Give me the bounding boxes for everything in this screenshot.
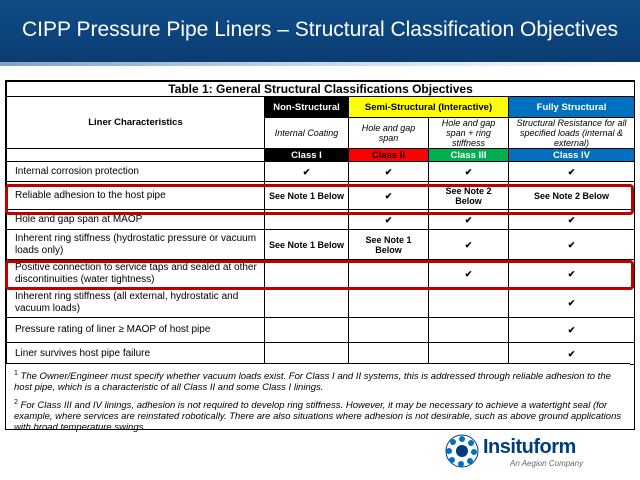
row-label: Reliable adhesion to the host pipe — [7, 182, 265, 210]
row-cell: ✔ — [265, 162, 349, 182]
row-cell: See Note 1 Below — [265, 182, 349, 210]
title-accent-bar — [0, 62, 640, 66]
row-cell: ✔ — [349, 182, 429, 210]
liner-characteristics-header: Liner Characteristics — [7, 97, 265, 149]
blank-header-cell — [7, 149, 265, 162]
row-cell: See Note 2 Below — [509, 182, 635, 210]
row-cell — [349, 288, 429, 318]
row-cell: ✔ — [429, 230, 509, 260]
table-caption: Table 1: General Structural Classifications Objectives — [7, 82, 635, 97]
row-cell — [349, 343, 429, 365]
row-label: Pressure rating of liner ≥ MAOP of host pipe — [7, 318, 265, 343]
class4-label: Class IV — [509, 149, 635, 162]
row-label: Inherent ring stiffness (hydrostatic pressure or vacuum loads only) — [7, 230, 265, 260]
row-cell — [265, 288, 349, 318]
row-cell: ✔ — [509, 318, 635, 343]
row-cell — [429, 288, 509, 318]
row-cell: ✔ — [429, 260, 509, 288]
row-label: Inherent ring stiffness (all external, hydrostatic and vacuum loads) — [7, 288, 265, 318]
row-cell: ✔ — [509, 230, 635, 260]
row-cell: ✔ — [509, 288, 635, 318]
row-cell: ✔ — [509, 260, 635, 288]
row-cell — [349, 260, 429, 288]
row-cell: ✔ — [509, 162, 635, 182]
row-label: Internal corrosion protection — [7, 162, 265, 182]
row-cell: ✔ — [429, 162, 509, 182]
note-1-marker: 1 — [14, 370, 18, 377]
row-cell — [265, 210, 349, 230]
class2-description: Hole and gap span — [349, 118, 429, 149]
row-cell: See Note 1 Below — [349, 230, 429, 260]
row-cell: See Note 1 Below — [265, 230, 349, 260]
title-bar — [0, 0, 640, 62]
row-cell — [265, 260, 349, 288]
fully-structural-header: Fully Structural — [509, 97, 635, 118]
insituform-logo-icon — [445, 434, 479, 468]
class3-label: Class III — [429, 149, 509, 162]
note-2-text: For Class III and IV linings, adhesion is not required to develop ring stiffness. However, it may be necessary to achieve a watertight seal (for example, where services are reinstated robotically. There are also situations where adhesion is not desirable, such as above ground applications with broad temperature swings. — [14, 400, 622, 434]
note-1-text: The Owner/Engineer must specify whether vacuum loads exist. For Class I and II systems, this is addressed through reliable adhesion to the host pipe, which is a characteristic of all Class II and some Class I linings. — [14, 371, 611, 394]
row-cell: ✔ — [349, 162, 429, 182]
table-notes — [6, 363, 630, 434]
row-cell — [265, 318, 349, 343]
note-1 — [14, 368, 622, 393]
row-cell: ✔ — [509, 210, 635, 230]
logo-tagline: An Aegion Company — [510, 459, 584, 468]
class1-description: Internal Coating — [265, 118, 349, 149]
row-cell — [429, 343, 509, 365]
class2-label: Class II — [349, 149, 429, 162]
note-2-marker: 2 — [14, 399, 18, 407]
row-cell: ✔ — [429, 210, 509, 230]
row-cell — [429, 318, 509, 343]
logo-name: Insituform — [483, 436, 576, 458]
non-structural-header: Non-Structural — [265, 97, 349, 118]
row-cell: ✔ — [509, 343, 635, 365]
class1-label: Class I — [265, 149, 349, 162]
note-2 — [14, 397, 622, 433]
row-cell — [349, 318, 429, 343]
row-label: Positive connection to service taps and sealed at other discontinuities (water tightness) — [7, 260, 265, 288]
row-cell: See Note 2 Below — [429, 182, 509, 210]
row-cell — [265, 343, 349, 365]
semi-structural-header: Semi-Structural (Interactive) — [349, 97, 509, 118]
row-label: Liner survives host pipe failure — [7, 343, 265, 365]
insituform-logo — [445, 432, 635, 478]
class4-description: Structural Resistance for all specified loads (internal & external) — [509, 118, 635, 149]
row-label: Hole and gap span at MAOP — [7, 210, 265, 230]
row-cell: ✔ — [349, 210, 429, 230]
slide-title: CIPP Pressure Pipe Liners – Structural Classification Objectives — [22, 18, 619, 41]
class3-description: Hole and gap span + ring stiffness — [429, 118, 509, 149]
